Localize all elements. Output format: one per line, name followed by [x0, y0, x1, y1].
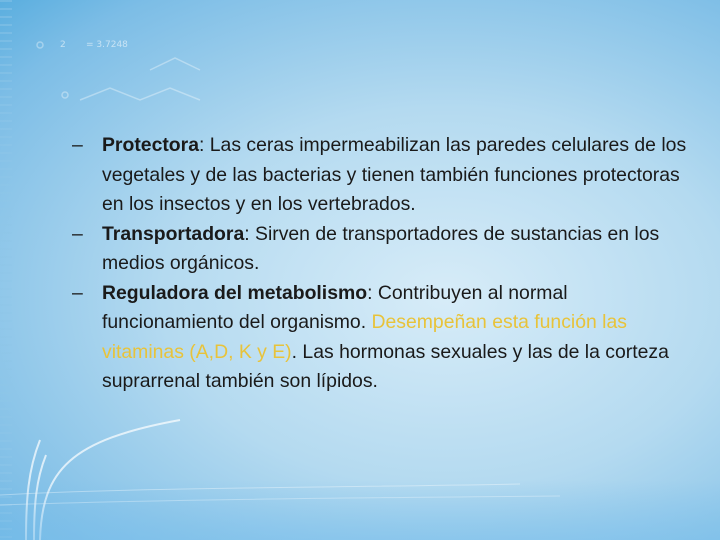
item-term: Protectora	[102, 134, 199, 156]
formula-value: = 3.7248	[86, 40, 128, 50]
dash-bullet: –	[72, 281, 83, 304]
item-text: : Contribuyen al normal funcionamiento del organismo.	[102, 281, 568, 333]
item-term: Reguladora del metabolismo	[102, 281, 368, 304]
list-item	[72, 220, 690, 279]
list-item	[72, 131, 690, 220]
formula-number: 2	[60, 40, 66, 50]
highlighted-text: Desempeñan esta función las vitaminas (A,D, K y E)	[102, 311, 627, 363]
item-text-tail: . Las hormonas sexuales y las de la corteza suprarrenal también son lípidos.	[102, 340, 669, 392]
item-text: : Sirven de transportadores de sustancias en los medios orgánicos.	[102, 222, 660, 274]
dash-bullet: –	[72, 222, 83, 245]
dash-bullet: –	[72, 134, 83, 156]
item-text: : Las ceras impermeabilizan las paredes celulares de los vegetales y de las bacterias y tienen también funciones protectoras en los insectos y en los vertebrados.	[102, 134, 687, 215]
list-item	[72, 279, 690, 397]
bottom-haze	[0, 480, 720, 540]
item-term: Transportadora	[102, 222, 245, 245]
bullet-list	[72, 131, 690, 397]
